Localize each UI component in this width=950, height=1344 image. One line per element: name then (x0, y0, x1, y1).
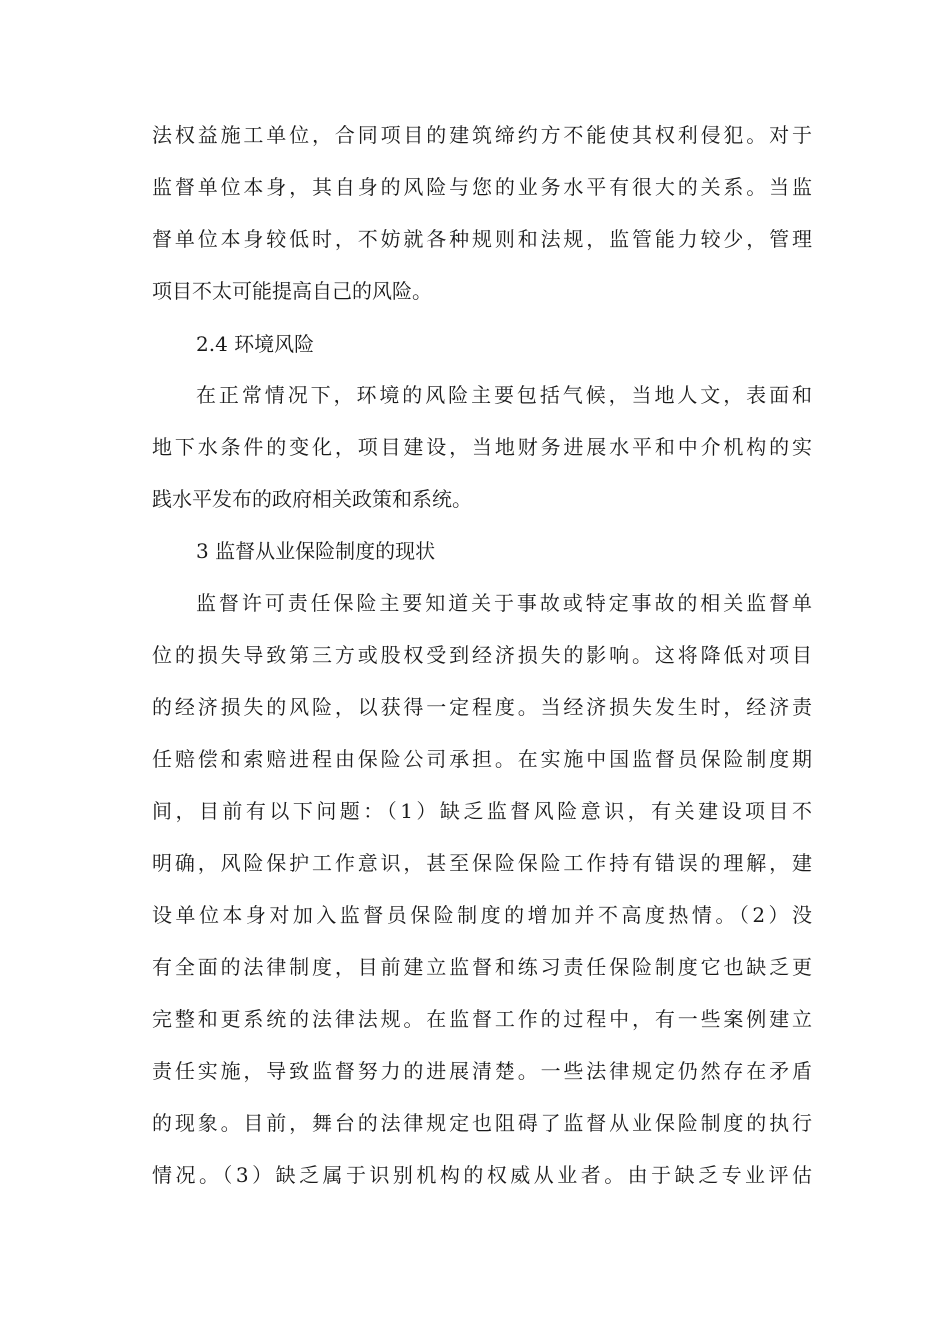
body-text-line: 项目不太可能提高自己的风险。 (152, 279, 432, 303)
body-text-line: 设单位本身对加入监督员保险制度的增加并不高度热情。（2）没 (152, 903, 812, 927)
body-text-line: 地下水条件的变化，项目建设，当地财务进展水平和中介机构的实 (152, 435, 812, 459)
body-text-line: 的经济损失的风险，以获得一定程度。当经济损失发生时，经济责 (152, 695, 812, 719)
body-text-line: 明确，风险保护工作意识，甚至保险保险工作持有错误的理解，建 (152, 851, 812, 875)
body-text-line: 在正常情况下，环境的风险主要包括气候，当地人文，表面和 (196, 383, 812, 407)
body-text-line: 责任实施，导致监督努力的进展清楚。一些法律规定仍然存在矛盾 (152, 1059, 812, 1083)
body-text-line: 位的损失导致第三方或股权受到经济损失的影响。这将降低对项目 (152, 643, 812, 667)
body-text-line: 法权益施工单位，合同项目的建筑缔约方不能使其权利侵犯。对于 (152, 123, 812, 147)
body-text-line: 情况。（3）缺乏属于识别机构的权威从业者。由于缺乏专业评估 (152, 1163, 812, 1187)
body-text-line: 有全面的法律制度，目前建立监督和练习责任保险制度它也缺乏更 (152, 955, 812, 979)
section-heading: 3 监督从业保险制度的现状 (196, 539, 436, 563)
body-text-line: 的现象。目前，舞台的法律规定也阻碍了监督从业保险制度的执行 (152, 1111, 812, 1135)
body-text-line: 任赔偿和索赔进程由保险公司承担。在实施中国监督员保险制度期 (152, 747, 812, 771)
body-text-line: 监督许可责任保险主要知道关于事故或特定事故的相关监督单 (196, 591, 812, 615)
body-text-line: 督单位本身较低时，不妨就各种规则和法规，监管能力较少，管理 (152, 227, 812, 251)
section-heading: 2.4 环境风险 (196, 332, 315, 356)
body-text-line: 监督单位本身，其自身的风险与您的业务水平有很大的关系。当监 (152, 175, 812, 199)
body-text-line: 践水平发布的政府相关政策和系统。 (152, 487, 472, 511)
body-text-line: 完整和更系统的法律法规。在监督工作的过程中，有一些案例建立 (152, 1007, 812, 1031)
body-text-line: 间，目前有以下问题：（1）缺乏监督风险意识，有关建设项目不 (152, 799, 812, 823)
